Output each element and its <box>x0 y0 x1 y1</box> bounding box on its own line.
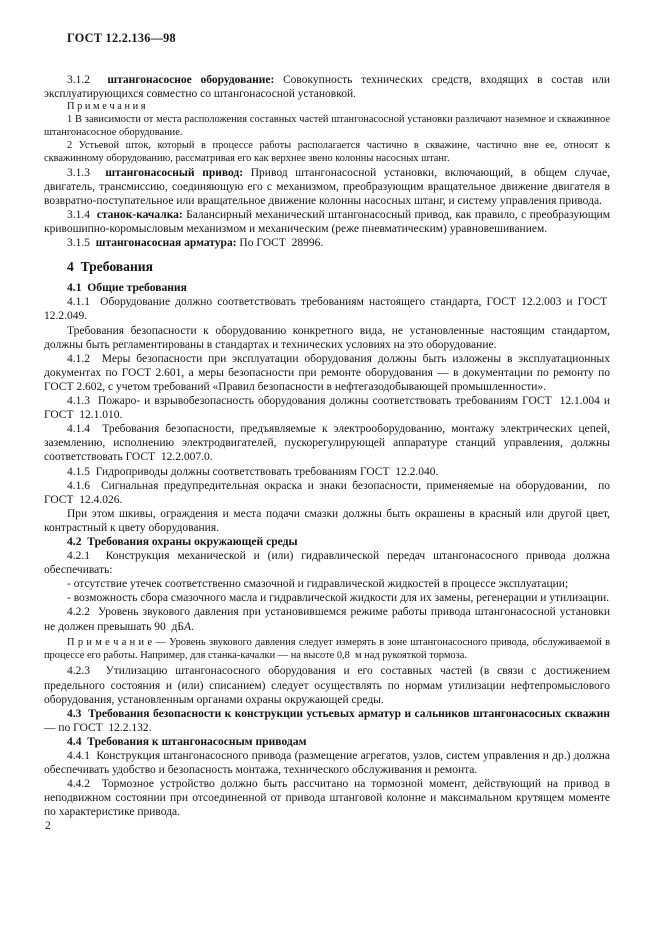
text-run: станок-качалка: <box>96 209 183 221</box>
text-run: 4.4.1 Конструкция штангонасосного привода (размещение агрегатов, узлов, систем управления и др.) должна обеспечивать удобство и безопасность монтажа, технического обслуживания и ремонта. <box>44 750 610 777</box>
text-run: 3.1.4 <box>67 209 97 221</box>
clause-4-1-3 <box>44 394 610 422</box>
text-run: А <box>183 620 191 633</box>
clause-4-1-1 <box>44 295 610 323</box>
section-heading-4-2 <box>44 535 610 549</box>
text-run: 4.1.1 Оборудование должно соответствовать требованиям настоящего стандарта, ГОСТ 12.2.003 и ГОСТ 12.2.049. <box>44 296 610 323</box>
text-run: Совокупность технических средств, входящих в состав или эксплуатирующихся совместно со штангонасосной установкой. <box>44 74 610 101</box>
clause-4-2-1 <box>44 549 610 577</box>
clause-4-4-2 <box>44 777 610 819</box>
text-run: 3.1.5 <box>67 237 96 250</box>
text-run: 4 Требования <box>67 259 153 275</box>
clause-4-1-1-cont <box>44 324 610 352</box>
text-run: 3.1.3 <box>67 166 106 179</box>
clause-4-1-6-cont <box>44 507 610 535</box>
text-run: 3.1.2 <box>67 74 108 86</box>
clause-4-2-3 <box>44 664 610 706</box>
text-run: Привод штангонасосной установки, включающий, в общем случае, двигатель, трансмиссию, соединяющую его с механизмом, преобразующим вращательное движение двигателя в возвратно-поступательное или вращательное движение колонны насосных штанг, и систему управления привода. <box>44 166 610 207</box>
text-run: 4.4.2 Тормозное устройство должно быть рассчитано на тормозной момент, действующий на привод в неподвижном состоянии при отсоединенной от привода штанговой колонне и максимальном крутящем моменте по характеристике привода. <box>44 778 610 819</box>
list-item-oil-collection <box>44 591 610 605</box>
text-run: 4.3 Требования безопасности к конструкции устьевых арматур и сальников штангонасосных скважин <box>67 707 610 720</box>
text-run: 4.1.5 Гидроприводы должны соответствовать требованиям ГОСТ 12.2.040. <box>67 465 439 478</box>
text-run: - отсутствие утечек соответственно смазочной и гидравлической жидкостей в процессе эксплуатации; <box>67 578 569 591</box>
text-run: штангонасосное оборудование: <box>107 74 275 86</box>
clause-4-3 <box>44 707 610 735</box>
page-header: ГОСТ 12.2.136—98 <box>67 31 176 45</box>
clause-3-1-5 <box>44 236 610 250</box>
page-number: 2 <box>45 820 51 832</box>
text-run: Требования безопасности к оборудованию конкретного вида, не установленные настоящим стандартом, должны быть регламентированы в стандартах и технических условиях на это оборудование. <box>44 324 610 351</box>
text-run: 4.1 Общие требования <box>67 281 187 295</box>
text-run: штангонасосный привод: <box>105 166 244 179</box>
clause-3-1-2 <box>44 73 610 101</box>
text-run: 4.1.6 Сигнальная предупредительная окраска и знаки безопасности, применяемые на оборудовании, по ГОСТ 12.4.026. <box>44 479 610 506</box>
text-run: штангонасосная арматура: <box>95 237 237 250</box>
section-heading-4 <box>44 259 610 275</box>
clause-4-2-2 <box>44 605 610 633</box>
text-run: П р и м е ч а н и е — Уровень звукового давления следует измерять в зоне штангонасосного привода, обслуживаемой в процессе его работы. Например, для станка-качалки — на высоте 0,8 м над рукояткой тормоза. <box>44 636 610 661</box>
text-run: 4.4 Требования к штангонасосным приводам <box>67 734 307 748</box>
text-run: 4.1.3 Пожаро- и взрывобезопасность оборудования должны соответствовать требованиям ГОСТ 12.1.004 и ГОСТ 12.1.010. <box>44 395 610 422</box>
note-2 <box>44 140 610 166</box>
text-run: При этом шкивы, ограждения и места подачи смазки должны быть окрашены в красный или другой цвет, контрастный к цвету оборудования. <box>44 507 610 534</box>
text-run: 4.1.4 Требования безопасности, предъявляемые к электрооборудованию, монтажу электрических цепей, заземлению, исполнению электродвигателей, пускорегулирующей аппаратуре станций управления, должны соответствовать ГОСТ 12.2.007.0. <box>44 423 610 464</box>
text-run: 4.2 Требования охраны окружающей среды <box>67 534 298 548</box>
clause-4-1-6 <box>44 479 610 507</box>
clause-3-1-4 <box>44 208 610 236</box>
text-run: . <box>190 620 194 633</box>
text-run: — по ГОСТ 12.2.132. <box>44 721 152 734</box>
text-run: 4.2.3 Утилизацию штангонасосного оборудования и его составных частей (в связи с достижением предельного состояния и (или) списанием) следует осуществлять по нормам утилизации нефтепромыслового оборудования, установленным органами охраны окружающей среды. <box>44 665 610 706</box>
clause-3-1-3 <box>44 166 610 208</box>
text-run: 1 В зависимости от места расположения составных частей штангонасосной установки различают наземное и скважинное штангонасосное оборудование. <box>44 114 610 138</box>
clause-4-1-2 <box>44 352 610 394</box>
text-run: По ГОСТ 28996. <box>236 237 324 250</box>
clause-4-1-5 <box>44 465 610 479</box>
text-run: Балансирный механический штангонасосный привод, как правило, с преобразующим кривошипно-коромысловым механизмом и механическим (реже пневматическим) уравновешиванием. <box>44 209 610 236</box>
text-run: 4.2.2 Уровень звукового давления при установившемся режиме работы привода штангонасосной установки не должен превышать 90 дБ <box>44 606 610 633</box>
text-run: 4.1.2 Меры безопасности при эксплуатации оборудования должны быть изложены в эксплуатационных документах по ГОСТ 2.601, а меры безопасности при ремонте оборудования — в документации по ремонту по ГОСТ 2.602, с учетом требований «Правил безопасности в нефтегазодобывающей промышленности». <box>44 352 610 393</box>
notes-label <box>44 101 610 114</box>
text-run: 4.2.1 Конструкция механической и (или) гидравлической передач штангонасосного привода должна обеспечивать: <box>44 550 610 577</box>
note-1 <box>44 114 610 140</box>
section-heading-4-4 <box>44 735 610 749</box>
section-heading-4-1 <box>44 281 610 295</box>
list-item-leaks <box>44 577 610 591</box>
clause-4-4-1 <box>44 749 610 777</box>
clause-4-1-4 <box>44 422 610 464</box>
note-4-2-2 <box>44 637 610 663</box>
text-run: - возможность сбора смазочного масла и гидравлической жидкости для их замены, регенерации и утилизации. <box>67 592 610 605</box>
text-run: П р и м е ч а н и я <box>67 101 146 113</box>
document-body <box>44 73 610 819</box>
text-run: 2 Устьевой шток, который в процессе работы располагается частично в скважине, частично вне ее, относят к скважинному оборудованию, рассматривая его как верхнее звено колонны насосных штанг. <box>44 139 610 164</box>
